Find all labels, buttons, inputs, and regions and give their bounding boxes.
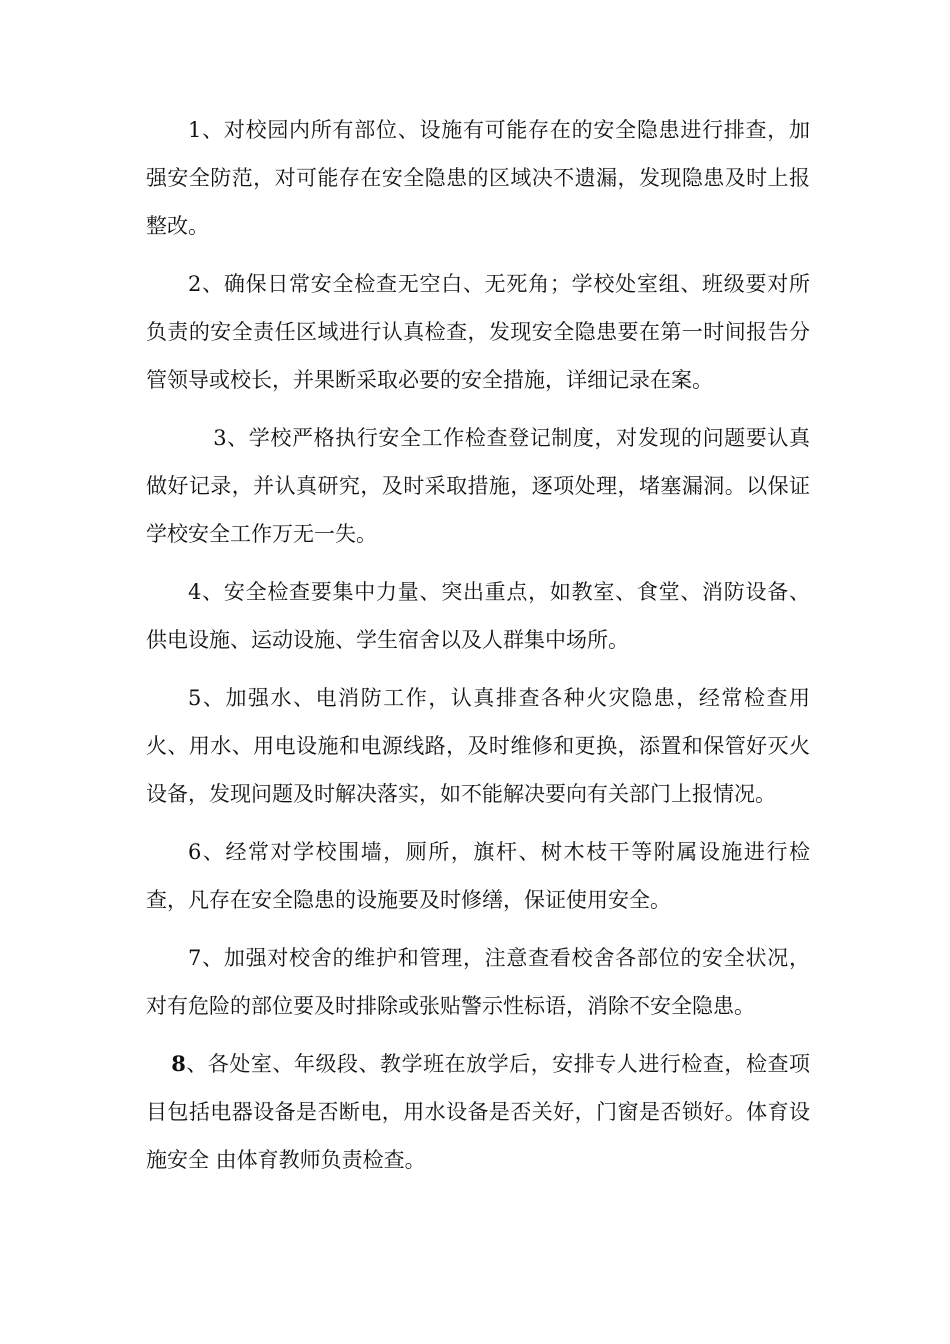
paragraph-number: 7 [188,946,202,970]
paragraph-number: 5 [188,686,202,710]
paragraph-2 [146,260,810,404]
paragraph-text: 、经常对学校围墙，厕所，旗杆、树木枝干等附属设施进行检查，凡存在安全隐患的设施要及时修缮，保证使用安全。 [146,840,810,912]
paragraph-number: 1 [188,118,202,142]
paragraph-text: 、加强对校舍的维护和管理，注意查看校舍各部位的安全状况，对有危险的部位要及时排除或张贴警示性标语，消除不安全隐患。 [146,946,810,1018]
paragraph-6 [146,828,810,924]
paragraph-number: 8 [171,1051,186,1076]
paragraph-text: 、安全检查要集中力量、突出重点，如教室、食堂、消防设备、供电设施、运动设施、学生宿舍以及人群集中场所。 [146,580,810,652]
paragraph-text: 、各处室、年级段、教学班在放学后，安排专人进行检查，检查项目包括电器设备是否断电，用水设备是否关好，门窗是否锁好。体育设施安全 由体育教师负责检查。 [146,1052,810,1172]
paragraph-number: 4 [188,580,202,604]
paragraph-text: 、对校园内所有部位、设施有可能存在的安全隐患进行排查，加强安全防范，对可能存在安全隐患的区域决不遗漏，发现隐患及时上报整改。 [146,118,810,238]
paragraph-number: 2 [188,272,202,296]
paragraph-number: 6 [188,840,202,864]
document-body [146,106,810,1194]
paragraph-text: 、加强水、电消防工作，认真排查各种火灾隐患，经常检查用火、用水、用电设施和电源线路，及时维修和更换，添置和保管好灭火设备，发现问题及时解决落实，如不能解决要向有关部门上报情况。 [146,686,810,806]
paragraph-1 [146,106,810,250]
paragraph-4 [146,568,810,664]
paragraph-7 [146,934,810,1030]
paragraph-text: 、学校严格执行安全工作检查登记制度，对发现的问题要认真做好记录，并认真研究，及时采取措施，逐项处理，堵塞漏洞。以保证学校安全工作万无一失。 [146,426,810,546]
paragraph-8 [146,1040,810,1184]
paragraph-number: 3 [213,426,227,450]
paragraph-3 [146,414,810,558]
paragraph-5 [146,674,810,818]
paragraph-text: 、确保日常安全检查无空白、无死角；学校处室组、班级要对所负责的安全责任区域进行认真检查，发现安全隐患要在第一时间报告分管领导或校长，并果断采取必要的安全措施，详细记录在案。 [146,272,810,392]
